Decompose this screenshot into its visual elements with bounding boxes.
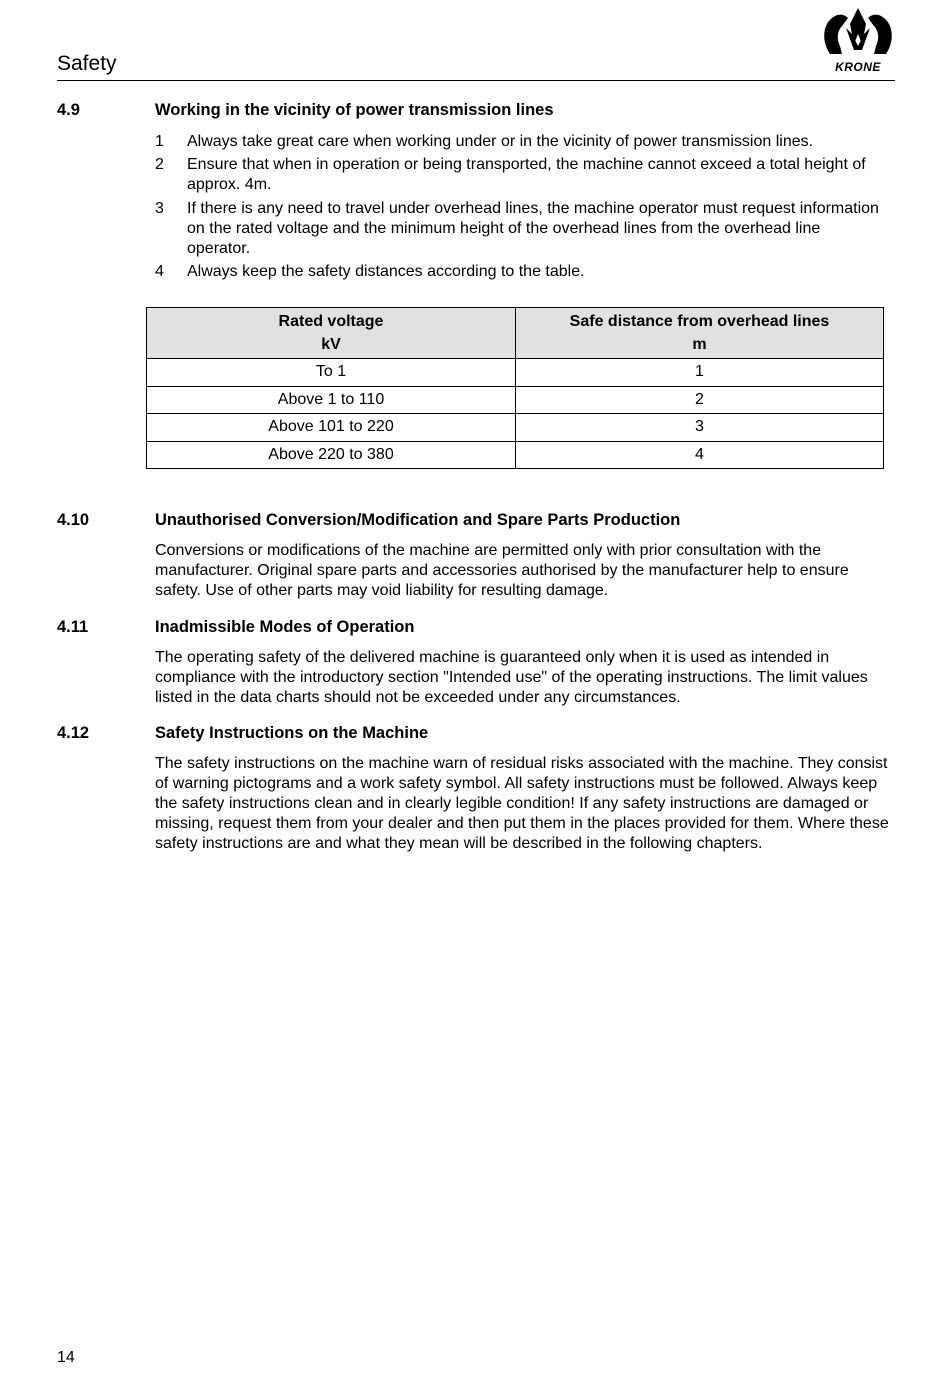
header-unit: m (692, 336, 707, 353)
list-item-number: 2 (155, 156, 164, 173)
table-cell-voltage: Above 1 to 110 (147, 386, 516, 414)
table-cell-distance: 1 (516, 359, 884, 387)
header-label: Safe distance from overhead lines (569, 313, 830, 330)
section-title: Safety Instructions on the Machine (155, 724, 429, 742)
list-item-text: Ensure that when in operation or being transported, the machine cannot exceed a total height of approx. 4m. (187, 156, 866, 193)
section-number: 4.11 (57, 618, 89, 636)
list-item-number: 1 (155, 133, 164, 150)
list-item-text: If there is any need to travel under overhead lines, the machine operator must request information on the rated voltage and the minimum height of the overhead lines from the overhead line operator. (187, 200, 879, 257)
table-cell-voltage: Above 220 to 380 (147, 441, 516, 469)
table-cell-voltage: Above 101 to 220 (147, 414, 516, 442)
safety-distance-table (146, 307, 884, 469)
section-title: Unauthorised Conversion/Modification and Spare Parts Production (155, 511, 681, 529)
table-header-row (147, 308, 884, 359)
table-row (147, 359, 884, 387)
header-label: Rated voltage (278, 313, 384, 330)
header-divider (57, 80, 895, 81)
header-unit: kV (321, 336, 341, 353)
table-cell-voltage: To 1 (147, 359, 516, 387)
table-row (147, 386, 884, 414)
section-number: 4.10 (57, 511, 90, 529)
section-paragraph: Conversions or modifications of the machine are permitted only with prior consultation with the manufacturer. Original spare parts and accessories authorised by the manufacturer help to ensure safety. Use of other parts may void liability for resulting damage. (155, 542, 849, 599)
krone-logo (820, 4, 896, 76)
krone-crown-icon (820, 4, 896, 60)
section-number: 4.12 (57, 724, 90, 742)
list-item-number: 4 (155, 263, 164, 280)
section-paragraph: The safety instructions on the machine warn of residual risks associated with the machine. They consist of warning pictograms and a work safety symbol. All safety instructions must be followed. Always keep the safety instructions clean and in clearly legible condition! If any safety instructions are damaged or missing, request them from your dealer and then put them in the places provided for them. Where these safety instructions are and what they mean will be described in the following chapters. (155, 755, 889, 852)
table-row (147, 414, 884, 442)
section-paragraph: The operating safety of the delivered machine is guaranteed only when it is used as intended in compliance with the introductory section "Intended use" of the operating instructions. The limit values listed in the data charts should not be exceeded under any circumstances. (155, 649, 868, 706)
list-item-text: Always keep the safety distances according to the table. (187, 263, 585, 280)
table-cell-distance: 2 (516, 386, 884, 414)
section-number: 4.9 (57, 101, 80, 119)
page-number: 14 (57, 1349, 75, 1366)
table-header-cell (516, 308, 884, 359)
table-cell-distance: 4 (516, 441, 884, 469)
list-item-number: 3 (155, 200, 164, 217)
section-title: Inadmissible Modes of Operation (155, 618, 415, 636)
logo-text: KRONE (835, 60, 881, 74)
list-item-text: Always take great care when working under or in the vicinity of power transmission lines. (187, 133, 814, 150)
table-header-cell (147, 308, 516, 359)
section-title: Working in the vicinity of power transmission lines (155, 101, 554, 119)
table-cell-distance: 3 (516, 414, 884, 442)
page-header-title: Safety (57, 52, 117, 75)
table-row (147, 441, 884, 469)
